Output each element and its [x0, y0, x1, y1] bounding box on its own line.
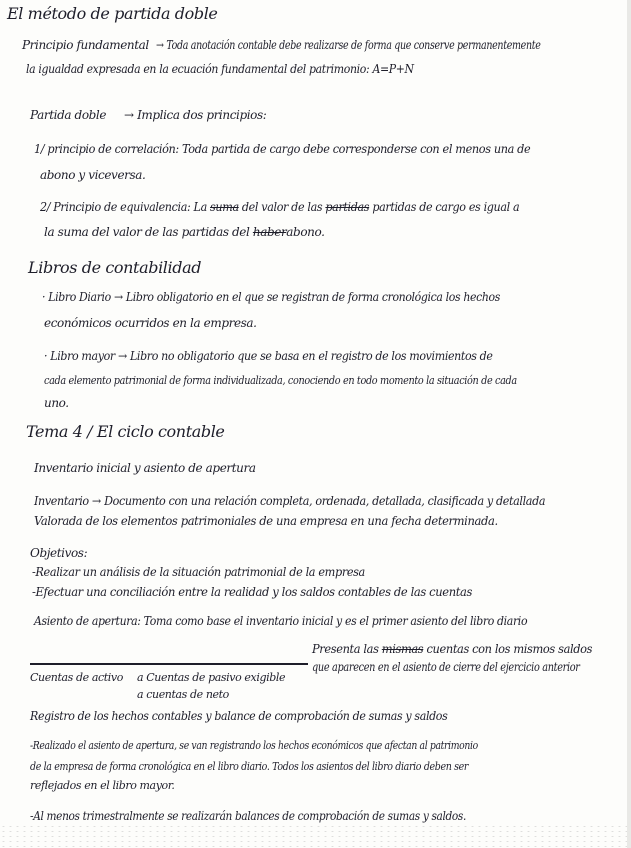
registro-heading: Registro de los hechos contables y balance de comprobación de sumas y saldos — [30, 709, 448, 723]
final-line: -Al menos trimestralmente se realizarán balances de comprobación de sumas y saldos. — [30, 809, 467, 823]
paper-edge — [627, 0, 631, 848]
libro-mayor-line-1: · Libro mayor → Libro no obligatorio que se basa en el registro de los movimientos de — [44, 349, 493, 363]
paper-speckle — [0, 824, 631, 848]
principle-2-line-1 — [40, 200, 519, 214]
registro-line-3: reflejados en el libro mayor. — [30, 779, 175, 792]
objetivo-1: -Realizar un análisis de la situación patrimonial de la empresa — [32, 565, 365, 579]
principle-2-line-2-b: abono. — [286, 225, 325, 239]
libros-heading: Libros de contabilidad — [28, 258, 202, 277]
presenta-text-a: Presenta las — [312, 642, 379, 656]
libro-diario-line-1: · Libro Diario → Libro obligatorio en el que se registran de forma cronológica los hechos — [42, 290, 500, 304]
inventario-line-1: Inventario → Documento con una relación completa, ordenada, detallada, clasificada y detallada — [34, 494, 546, 508]
objetivos-label: Objetivos: — [30, 546, 88, 560]
page-title: El método de partida doble — [7, 4, 218, 23]
principle-2-text-a: 2/ Principio de equivalencia: La — [40, 200, 207, 214]
presenta-strike: mismas — [381, 642, 424, 656]
registro-line-2: de la empresa de forma cronológica en el libro diario. Todos los asientos del libro diario deben ser — [30, 760, 469, 773]
principle-2-text-b: del valor de las — [241, 200, 323, 214]
cuentas-neto: a cuentas de neto — [137, 688, 229, 701]
partida-label: Partida doble — [30, 108, 107, 122]
principle-2-strike-1: suma — [210, 200, 239, 214]
principle-label: Principio fundamental — [22, 38, 149, 52]
registro-line-1: -Realizado el asiento de apertura, se van registrando los hechos económicos que afectan al patrimonio — [30, 739, 478, 752]
tema-heading: Tema 4 / El ciclo contable — [26, 422, 225, 441]
principle-2-line-2 — [44, 225, 325, 239]
principle-2-text-c: partidas de cargo es igual a — [372, 200, 520, 214]
cuentas-activo: Cuentas de activo — [30, 671, 123, 684]
journal-entry-underline — [30, 663, 308, 665]
presenta-line-1 — [312, 642, 592, 656]
libro-mayor-line-2: cada elemento patrimonial de forma individualizada, conociendo en todo momento la situación de cada — [44, 374, 517, 387]
inventario-line-2: Valorada de los elementos patrimoniales de una empresa en una fecha determinada. — [34, 514, 498, 528]
principle-text-line-1: → Toda anotación contable debe realizarse de forma que conserve permanentemente — [156, 38, 541, 52]
principle-2-strike-2: partidas — [325, 200, 370, 214]
principle-2-line-2-strike: haber — [252, 225, 287, 239]
principle-1-line-1: 1/ principio de correlación: Toda partida de cargo debe corresponderse con el menos una de — [34, 142, 531, 156]
principle-1-line-2: abono y viceversa. — [40, 168, 146, 182]
inventario-heading: Inventario inicial y asiento de apertura — [34, 461, 256, 475]
principle-text-line-2: la igualdad expresada en la ecuación fundamental del patrimonio: A=P+N — [26, 62, 414, 76]
libro-mayor-line-3: uno. — [44, 396, 69, 410]
libro-diario-line-2: económicos ocurridos en la empresa. — [44, 316, 257, 330]
objetivo-2: -Efectuar una conciliación entre la realidad y los saldos contables de las cuentas — [32, 585, 473, 599]
asiento-apertura-line: Asiento de apertura: Toma como base el inventario inicial y es el primer asiento del libro diario — [34, 614, 528, 628]
presenta-line-2: que aparecen en el asiento de cierre del ejercicio anterior — [312, 660, 580, 674]
presenta-text-b: cuentas con los mismos saldos — [426, 642, 593, 656]
cuentas-pasivo: a Cuentas de pasivo exigible — [137, 671, 286, 684]
partida-text: → Implica dos principios: — [124, 108, 267, 122]
principle-2-line-2-a: la suma del valor de las partidas del — [44, 225, 250, 239]
